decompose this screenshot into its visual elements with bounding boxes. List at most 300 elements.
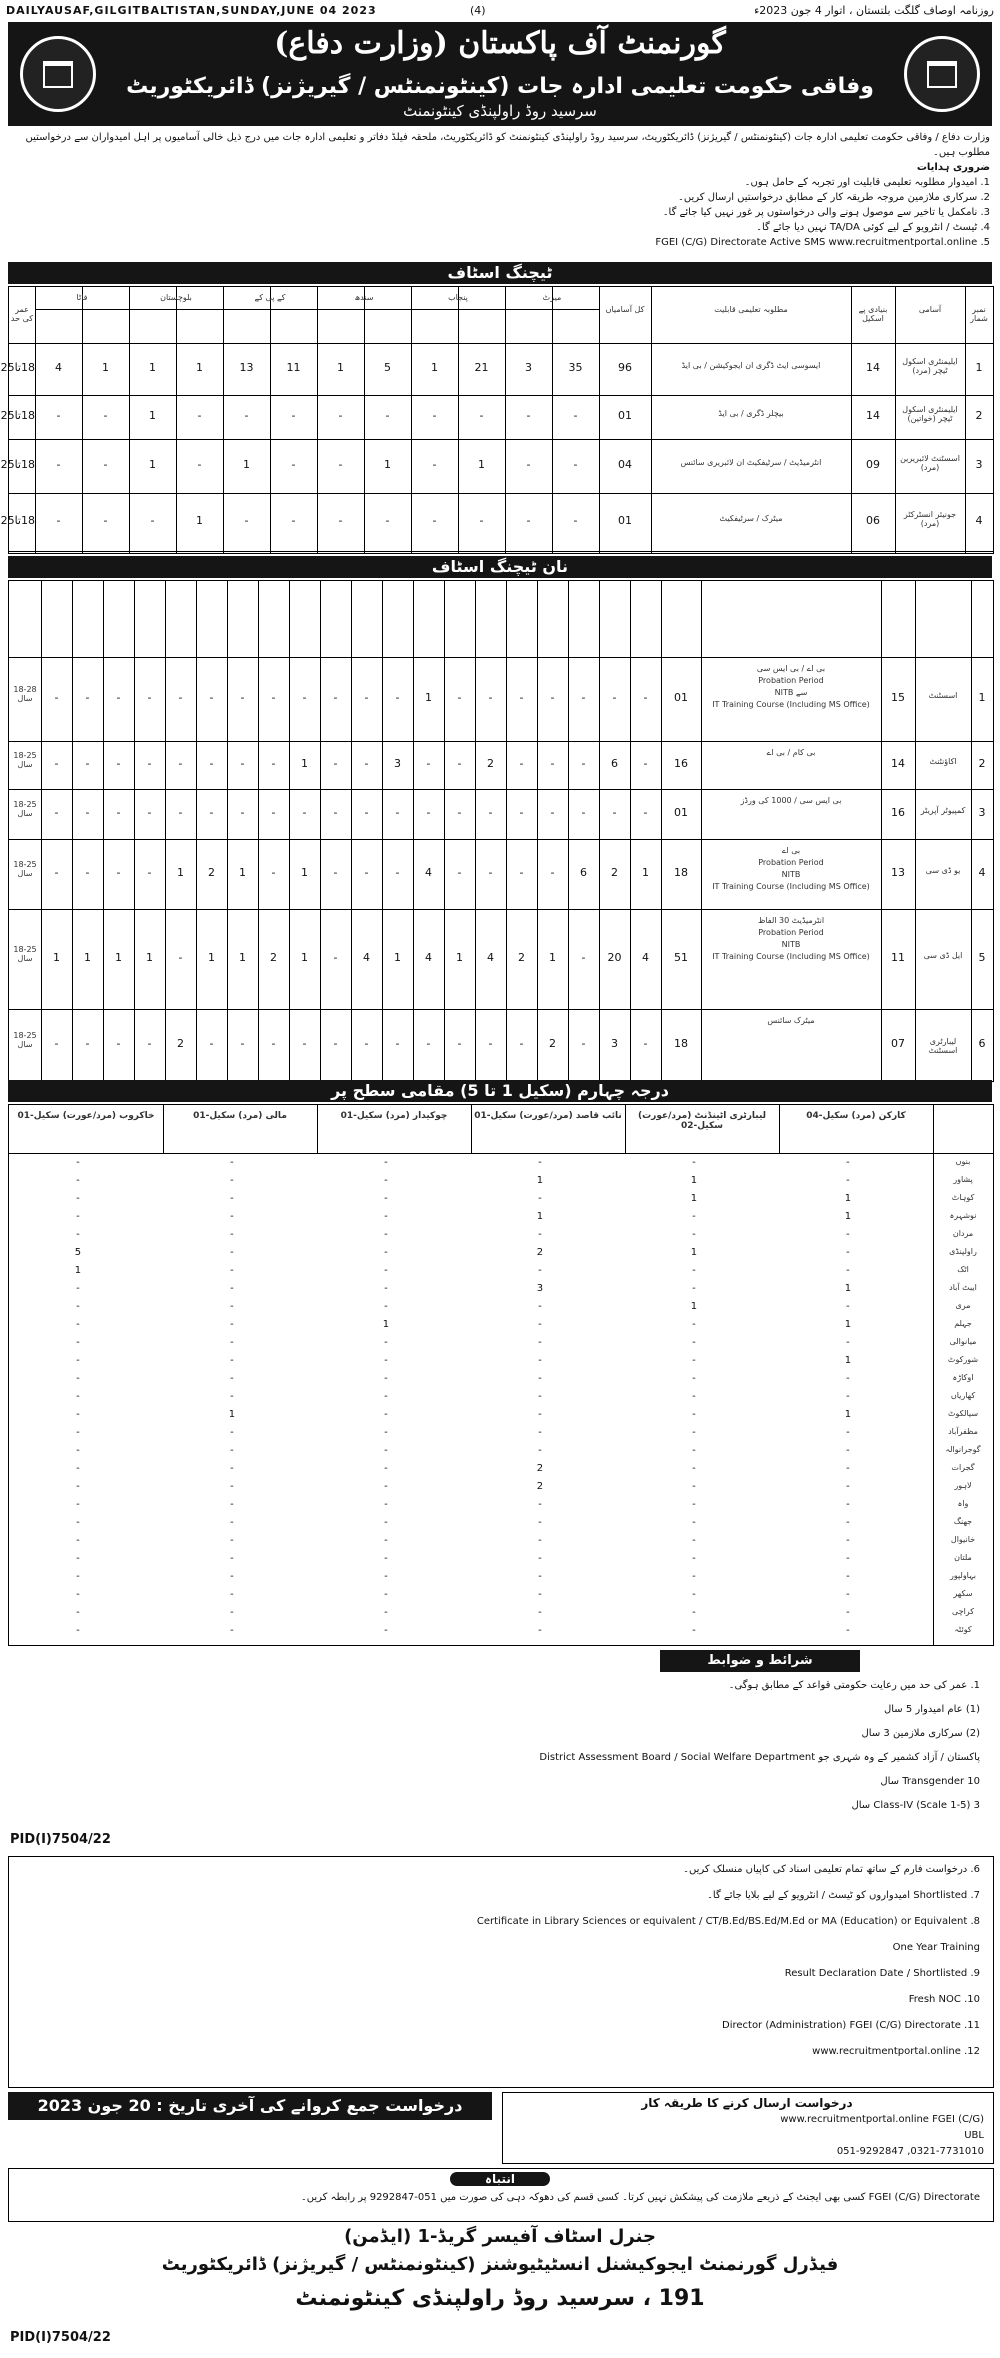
class4-value: - (384, 1373, 388, 1384)
quota-value: 1 (431, 361, 438, 374)
class4-value: - (538, 1607, 542, 1618)
quota-value: - (291, 514, 296, 527)
quota-value: 1 (84, 951, 91, 964)
class4-value: - (692, 1535, 696, 1546)
class4-value: 1 (536, 1175, 544, 1186)
quota-value: - (643, 1037, 648, 1050)
quota-value: 1 (425, 691, 432, 704)
quota-value: - (526, 458, 531, 471)
class4-value: - (230, 1247, 234, 1258)
post-name: کمپیوٹر آپریٹر (920, 806, 966, 815)
quota-value: - (457, 691, 462, 704)
class4-value: - (76, 1319, 80, 1330)
class4-value: - (846, 1553, 850, 1564)
quota-value: - (457, 757, 462, 770)
city-name: نوشہرہ (949, 1211, 977, 1220)
teaching-table (0, 286, 994, 554)
class4-value: - (538, 1157, 542, 1168)
term-line: (1) عام امیدوار 5 سال (883, 1704, 980, 1715)
class4-post-header: نائب قاصد (مرد/عورت) سکیل-01 (474, 1111, 622, 1121)
class4-value: - (76, 1373, 80, 1384)
signature-line-2: فیڈرل گورنمنٹ ایجوکیشنل انسٹیٹیوشنز (کینٹونمنٹس / گیریژنز) ڈائریکٹوریٹ (161, 2254, 839, 2275)
quota-value: - (271, 691, 276, 704)
quota-value: 1 (149, 409, 156, 422)
class4-value: - (76, 1589, 80, 1600)
quota-value: 1 (394, 951, 401, 964)
class4-value: - (230, 1337, 234, 1348)
quota-value: - (581, 806, 586, 819)
grid-line (165, 581, 166, 1081)
quota-value: - (364, 691, 369, 704)
grid-line (881, 581, 882, 1081)
quota-value: - (395, 866, 400, 879)
qual-line: میٹرک سائنس (767, 1016, 815, 1025)
class4-value: - (692, 1517, 696, 1528)
quota-value: - (526, 409, 531, 422)
city-name: مظفرآباد (948, 1427, 978, 1436)
class4-value: - (846, 1625, 850, 1636)
quota-value: - (244, 514, 249, 527)
instructions-list (10, 175, 990, 250)
apply-line-1: www.recruitmentportal.online FGEI (C/G) (780, 2114, 984, 2125)
grid-line (444, 581, 445, 1081)
qual-line: بی کام / بی اے (766, 748, 816, 757)
class4-value: 1 (228, 1409, 236, 1420)
grid-line (701, 581, 702, 1081)
class4-value: - (538, 1625, 542, 1636)
class4-value: - (538, 1319, 542, 1330)
class4-value: - (230, 1463, 234, 1474)
class4-value: - (692, 1463, 696, 1474)
quota-value: - (333, 1037, 338, 1050)
class4-value: - (230, 1481, 234, 1492)
total-posts: 01 (674, 691, 688, 704)
class4-value: - (230, 1193, 234, 1204)
quota-value: - (103, 409, 108, 422)
quota-value: 1 (337, 361, 344, 374)
class4-value: - (384, 1229, 388, 1240)
class4-value: 1 (690, 1247, 698, 1258)
instruction-line: 6. درخواست فارم کے ساتھ تمام تعلیمی اسناد کی کاپیاں منسلک کریں۔ (683, 1864, 980, 1875)
city-name: واہ (957, 1499, 969, 1508)
class4-value: - (230, 1427, 234, 1438)
post-name: ایلیمنٹری اسکول ٹیچر (مرد) (902, 357, 958, 375)
quota-value: - (240, 757, 245, 770)
class4-value: 2 (536, 1481, 544, 1492)
age-limit: 18تا25 (0, 514, 35, 527)
grid-line (9, 741, 993, 742)
class4-value: - (230, 1211, 234, 1222)
class4-value: - (384, 1355, 388, 1366)
notice-title: انتباہ (450, 2172, 550, 2186)
class4-value: 1 (844, 1283, 852, 1294)
qualification (701, 747, 881, 759)
qual-line: سے NITB (774, 688, 808, 697)
quota-value: 1 (642, 866, 649, 879)
total-posts: 18 (674, 1037, 688, 1050)
quota-value: - (612, 691, 617, 704)
quota-value: - (85, 1037, 90, 1050)
class4-value: 1 (844, 1409, 852, 1420)
region-header: میرٹ (542, 293, 562, 302)
class4-value: - (76, 1427, 80, 1438)
quota-value: - (581, 951, 586, 964)
class4-value: - (692, 1157, 696, 1168)
age-limit: 18-25 سال (13, 860, 37, 878)
quota-value: - (395, 806, 400, 819)
class4-value: - (692, 1571, 696, 1582)
qual-line: Probation Period (758, 676, 824, 685)
class4-value: - (846, 1373, 850, 1384)
class4-value: - (384, 1553, 388, 1564)
quota-value: - (116, 757, 121, 770)
class4-value: - (692, 1589, 696, 1600)
grid-line (971, 581, 972, 1081)
quota-value: 2 (270, 951, 277, 964)
quota-value: - (488, 691, 493, 704)
class4-value: 1 (690, 1175, 698, 1186)
quota-value: - (479, 514, 484, 527)
class4-value: - (692, 1265, 696, 1276)
class4-value: - (76, 1481, 80, 1492)
intro-paragraph (10, 130, 990, 250)
term-line: Transgender 10 سال (880, 1776, 980, 1787)
class4-value: - (76, 1175, 80, 1186)
quota-value: 1 (196, 514, 203, 527)
age-limit: 18تا25 (0, 458, 35, 471)
instruction-item: 2. سرکاری ملازمین مروجہ طریقہ کار کے مطابق درخواستیں ارسال کریں۔ (677, 192, 990, 203)
quota-value: - (612, 806, 617, 819)
quota-value: 2 (177, 1037, 184, 1050)
quota-value: 35 (568, 361, 583, 374)
class4-value: - (76, 1553, 80, 1564)
class4-value: - (692, 1481, 696, 1492)
class4-value: - (846, 1535, 850, 1546)
instruction-line: 7. Shortlisted امیدواروں کو ٹیسٹ / انٹرویو کے لیے بلایا جائے گا۔ (707, 1890, 980, 1901)
quota-value: - (147, 757, 152, 770)
intro-text: وزارت دفاع / وفاقی حکومت تعلیمی ادارہ جات (کینٹونمنٹس / گیریژنز) ڈائریکٹوریٹ، سرسید روڈ راولپنڈی کینٹونمنٹ کو ڈائریکٹوریٹ، ملحقہ فیلڈ دفاتر و تعلیمی ادارہ جات میں درج ذیل خالی آسامیوں پر اہل امیدواران سے درخواستیں مطلوب ہیں۔ (25, 132, 990, 158)
quota-value: - (426, 806, 431, 819)
class4-value: 1 (382, 1319, 390, 1330)
total-posts: 01 (674, 806, 688, 819)
grid-line (537, 581, 538, 1081)
city-name: سیالکوٹ (947, 1409, 979, 1418)
quota-value: - (488, 806, 493, 819)
class4-value: - (230, 1373, 234, 1384)
quota-value: - (395, 1037, 400, 1050)
quota-value: 6 (611, 757, 618, 770)
quota-value: 1 (208, 951, 215, 964)
quota-value: - (432, 514, 437, 527)
class4-value: - (846, 1229, 850, 1240)
class4-value: - (384, 1517, 388, 1528)
class4-value: - (692, 1409, 696, 1420)
class4-value: 1 (844, 1193, 852, 1204)
quota-value: 1 (177, 866, 184, 879)
age-limit: 18-25 سال (13, 800, 37, 818)
total-posts: 04 (618, 458, 632, 471)
class4-value: - (538, 1355, 542, 1366)
instruction-item: 4. ٹیسٹ / انٹرویو کے لیے کوئی TA/DA نہیں دیا جائے گا۔ (756, 222, 990, 233)
teaching-header: آسامی (918, 305, 942, 314)
class4-value: - (538, 1499, 542, 1510)
quota-value: - (488, 866, 493, 879)
class4-value: - (846, 1391, 850, 1402)
region-header: پنجاب (448, 293, 468, 302)
class4-value: - (384, 1157, 388, 1168)
newspaper-date: DAILYAUSAF,GILGITBALTISTAN,SUNDAY,JUNE 04 2023 (6, 4, 377, 17)
total-posts: 51 (674, 951, 688, 964)
quota-value: - (426, 757, 431, 770)
class4-value: - (538, 1193, 542, 1204)
age-limit: 18تا25 (0, 409, 35, 422)
quota-value: 1 (384, 458, 391, 471)
qualification (701, 915, 881, 963)
quota-value: - (85, 691, 90, 704)
grid-line (915, 581, 916, 1081)
quota-value: - (302, 691, 307, 704)
quota-value: - (147, 806, 152, 819)
class4-value: - (692, 1337, 696, 1348)
class4-value: - (76, 1391, 80, 1402)
page-number: (4) (470, 4, 486, 17)
post-name: لیبارٹری اسسٹنٹ (928, 1037, 958, 1055)
class4-table (8, 1104, 994, 1646)
notice-text: FGEI (C/G) Directorate کسی بھی ایجنٹ کے ذریعے ملازمت کی پیشکش نہیں کرتا۔ کسی قسم کی دھوکہ دہی کی صورت میں 051-9292847 پر رابطہ کریں۔ (300, 2192, 980, 2203)
grid-line (413, 581, 414, 1081)
class4-value: - (384, 1337, 388, 1348)
quota-value: - (581, 1037, 586, 1050)
class4-value: - (384, 1535, 388, 1546)
class4-value: - (692, 1553, 696, 1564)
teaching-header: نمبر شمار (970, 305, 988, 323)
row-number: 6 (978, 1037, 986, 1050)
class4-value: - (76, 1355, 80, 1366)
class4-value: - (538, 1409, 542, 1420)
grid-line (227, 581, 228, 1081)
row-number: 2 (975, 409, 983, 422)
city-name: پشاور (953, 1175, 973, 1184)
qualification (701, 845, 881, 893)
grid-line (9, 1153, 993, 1154)
quota-value: - (56, 458, 61, 471)
quota-value: - (457, 1037, 462, 1050)
grid-line (9, 493, 993, 494)
grid-line (9, 395, 993, 396)
class4-value: - (692, 1445, 696, 1456)
city-name: بہاولپور (949, 1571, 977, 1580)
quota-value: 4 (487, 951, 494, 964)
quota-value: 1 (149, 361, 156, 374)
class4-value: - (846, 1427, 850, 1438)
quota-value: 13 (239, 361, 254, 374)
quota-value: - (426, 1037, 431, 1050)
class4-value: - (76, 1499, 80, 1510)
class4-value: - (538, 1373, 542, 1384)
class4-value: - (384, 1247, 388, 1258)
quota-value: 2 (487, 757, 494, 770)
class4-value: - (230, 1535, 234, 1546)
city-name: سکھر (953, 1589, 973, 1598)
quota-value: - (178, 806, 183, 819)
class4-value: - (538, 1571, 542, 1582)
instruction-item: 5. FGEI (C/G) Directorate Active SMS www.recruitmentportal.online (655, 237, 990, 248)
class4-post-header: خاکروب (مرد/عورت) سکیل-01 (17, 1111, 155, 1121)
quota-value: - (333, 951, 338, 964)
class4-post-header: لیبارٹری اٹینڈنٹ (مرد/عورت) سکیل-02 (637, 1111, 767, 1131)
teaching-header: عمر کی حد (10, 305, 34, 323)
class4-value: - (692, 1355, 696, 1366)
grid-line (351, 581, 352, 1081)
city-name: گوجرانوالہ (945, 1445, 981, 1454)
quota-value: - (573, 514, 578, 527)
class4-value: - (538, 1589, 542, 1600)
class4-value: - (230, 1157, 234, 1168)
qual-line: بی اے (781, 846, 801, 855)
class4-value: 1 (690, 1301, 698, 1312)
class4-value: - (846, 1265, 850, 1276)
qualification: بیچلر ڈگری / بی ایڈ (718, 409, 784, 418)
instruction-line: 11. Director (Administration) FGEI (C/G) Directorate (722, 2020, 980, 2031)
class4-value: 1 (844, 1211, 852, 1222)
row-number: 4 (975, 514, 983, 527)
class4-value: 1 (844, 1355, 852, 1366)
class4-value: - (384, 1265, 388, 1276)
grid-line (382, 581, 383, 1081)
class4-value: - (384, 1625, 388, 1636)
term-line: (2) سرکاری ملازمین 3 سال (861, 1728, 980, 1739)
qual-line: Probation Period (758, 928, 824, 937)
quota-value: - (271, 806, 276, 819)
grid-line (258, 581, 259, 1081)
quota-value: - (526, 514, 531, 527)
class4-value: - (230, 1391, 234, 1402)
city-name: ملتان (954, 1553, 972, 1562)
quota-value: - (643, 757, 648, 770)
class4-value: - (230, 1265, 234, 1276)
class4-value: - (846, 1589, 850, 1600)
class4-value: - (384, 1211, 388, 1222)
quota-value: - (550, 757, 555, 770)
total-posts: 96 (618, 361, 632, 374)
quota-value: 4 (363, 951, 370, 964)
class4-value: - (230, 1301, 234, 1312)
teaching-section-title: ٹیچنگ اسٹاف (8, 262, 992, 284)
bps: 09 (866, 458, 880, 471)
row-number: 1 (975, 361, 983, 374)
quota-value: 1 (243, 458, 250, 471)
class4-value: - (230, 1499, 234, 1510)
post-name: اسسٹنٹ لائبریرین (مرد) (900, 454, 960, 472)
class4-value: - (76, 1535, 80, 1546)
quota-value: - (85, 757, 90, 770)
class4-value: - (692, 1229, 696, 1240)
quota-value: 2 (549, 1037, 556, 1050)
quota-value: - (116, 691, 121, 704)
quota-value: - (54, 757, 59, 770)
post-name: یو ڈی سی (925, 866, 961, 875)
class4-value: - (384, 1175, 388, 1186)
quota-value: 21 (474, 361, 489, 374)
class4-value: - (76, 1517, 80, 1528)
quota-value: - (116, 806, 121, 819)
class4-value: - (538, 1391, 542, 1402)
teaching-header: کل آسامیاں (605, 305, 645, 314)
quota-value: - (573, 458, 578, 471)
class4-value: - (384, 1301, 388, 1312)
quota-value: - (197, 409, 202, 422)
quota-value: - (240, 806, 245, 819)
city-name: جہلم (954, 1319, 972, 1328)
quota-value: - (457, 806, 462, 819)
instruction-line: 8. Certificate in Library Sciences or equivalent / CT/B.Ed/BS.Ed/M.Ed or MA (Education) or Equivalent (476, 1916, 980, 1927)
class4-value: - (846, 1175, 850, 1186)
quota-value: - (364, 806, 369, 819)
qual-line: NITB (781, 870, 801, 879)
class4-value: - (538, 1553, 542, 1564)
bps: 14 (866, 409, 880, 422)
city-name: گجرات (951, 1463, 975, 1472)
class4-value: - (384, 1391, 388, 1402)
bps: 11 (891, 951, 905, 964)
quota-value: 6 (580, 866, 587, 879)
class4-value: - (76, 1157, 80, 1168)
grid-line (9, 343, 993, 344)
page-title: گورنمنٹ آف پاکستان (وزارت دفاع) (274, 26, 726, 61)
row-number: 3 (978, 806, 986, 819)
class4-value: - (230, 1355, 234, 1366)
bps: 14 (866, 361, 880, 374)
quota-value: - (271, 1037, 276, 1050)
bps: 06 (866, 514, 880, 527)
grid-line (630, 581, 631, 1081)
quota-value: 4 (425, 866, 432, 879)
class4-value: - (230, 1607, 234, 1618)
quota-value: 4 (642, 951, 649, 964)
class4-value: - (846, 1463, 850, 1474)
class4-value: - (230, 1625, 234, 1636)
class4-value: - (692, 1499, 696, 1510)
class4-value: - (384, 1481, 388, 1492)
quota-value: 3 (525, 361, 532, 374)
quota-value: - (302, 806, 307, 819)
quota-value: - (240, 1037, 245, 1050)
quota-value: 1 (196, 361, 203, 374)
quota-value: - (147, 1037, 152, 1050)
age-limit: 18-25 سال (13, 1031, 37, 1049)
grid-line (9, 439, 993, 440)
class4-value: - (846, 1337, 850, 1348)
class4-value: - (230, 1445, 234, 1456)
quota-value: - (178, 951, 183, 964)
class4-value: - (692, 1625, 696, 1636)
quota-value: 20 (607, 951, 622, 964)
quota-value: 3 (394, 757, 401, 770)
quota-value: - (488, 1037, 493, 1050)
instruction-line: One Year Training (892, 1942, 980, 1953)
city-name: میانوالی (949, 1337, 977, 1346)
class4-value: - (846, 1517, 850, 1528)
apply-title: درخواست ارسال کرنے کا طریقہ کار (641, 2096, 853, 2110)
quota-value: - (479, 409, 484, 422)
deadline-banner: درخواست جمع کروانے کی آخری تاریخ : 20 جون 2023 (8, 2092, 492, 2120)
qual-line: IT Training Course (Including MS Office) (712, 700, 870, 709)
class4-value: - (230, 1229, 234, 1240)
grid-line (134, 581, 135, 1081)
age-limit: 18تا25 (0, 361, 35, 374)
quota-value: - (519, 1037, 524, 1050)
class4-value: 1 (690, 1193, 698, 1204)
